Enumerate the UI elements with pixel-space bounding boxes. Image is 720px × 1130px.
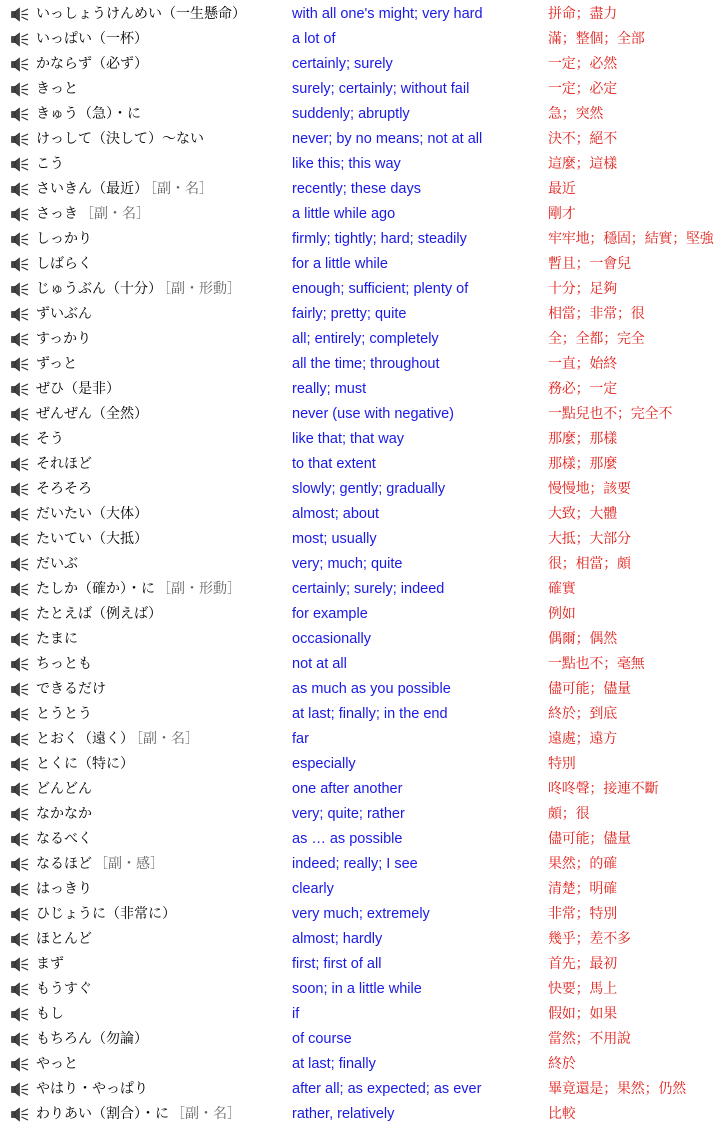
- part-of-speech-tag: ［副・名］: [136, 731, 199, 747]
- speaker-icon[interactable]: [11, 1107, 29, 1122]
- japanese-word: [36, 1102, 241, 1127]
- chinese-meaning: 很；相當；頗: [548, 556, 631, 572]
- vocab-row: [0, 852, 720, 877]
- chinese-meaning: 果然；的確: [548, 856, 617, 872]
- japanese-word: [36, 252, 92, 277]
- japanese-word-text: こう: [36, 156, 64, 172]
- chinese-meaning: 非常；特別: [548, 906, 617, 922]
- english-meaning: almost; about: [292, 506, 380, 522]
- japanese-word-text: なるべく: [36, 831, 92, 847]
- english-meaning: especially: [292, 756, 356, 772]
- speaker-icon[interactable]: [11, 132, 29, 147]
- speaker-icon[interactable]: [11, 807, 29, 822]
- japanese-word: [36, 102, 141, 127]
- speaker-icon[interactable]: [11, 682, 29, 697]
- english-meaning: almost; hardly: [292, 931, 383, 947]
- japanese-word-text: ちっとも: [36, 656, 92, 672]
- speaker-icon[interactable]: [11, 182, 29, 197]
- japanese-word: [36, 177, 213, 202]
- japanese-word-text: きっと: [36, 81, 78, 97]
- japanese-word: [36, 227, 92, 252]
- speaker-icon[interactable]: [11, 832, 29, 847]
- vocab-row: [0, 277, 720, 302]
- speaker-icon[interactable]: [11, 557, 29, 572]
- vocab-row: [0, 127, 720, 152]
- chinese-meaning: 一點兒也不；完全不: [548, 406, 673, 422]
- vocab-row: [0, 602, 720, 627]
- part-of-speech-tag: ［副・形動］: [157, 581, 241, 597]
- chinese-meaning: 十分；足夠: [548, 281, 617, 297]
- japanese-word: [36, 402, 148, 427]
- speaker-icon[interactable]: [11, 932, 29, 947]
- vocab-row: [0, 727, 720, 752]
- english-meaning: to that extent: [292, 456, 376, 472]
- chinese-meaning: 那樣；那麼: [548, 456, 617, 472]
- english-meaning: really; must: [292, 381, 367, 397]
- english-meaning: of course: [292, 1031, 352, 1047]
- part-of-speech-tag: ［副・名］: [171, 1106, 241, 1122]
- japanese-word: [36, 652, 92, 677]
- japanese-word-text: とうとう: [36, 706, 92, 722]
- speaker-icon[interactable]: [11, 107, 29, 122]
- japanese-word: [36, 502, 148, 527]
- speaker-icon[interactable]: [11, 232, 29, 247]
- japanese-word-text: いっぱい（一杯）: [36, 31, 148, 47]
- japanese-word: [36, 827, 92, 852]
- chinese-meaning: 務必；一定: [548, 381, 617, 397]
- vocab-row: [0, 327, 720, 352]
- vocab-row: [0, 52, 720, 77]
- english-meaning: for a little while: [292, 256, 388, 272]
- japanese-word: [36, 727, 199, 752]
- vocab-row: [0, 877, 720, 902]
- chinese-meaning: 大致；大體: [548, 506, 617, 522]
- japanese-word-text: わりあい（割合）・に: [36, 1106, 169, 1122]
- speaker-icon[interactable]: [11, 782, 29, 797]
- chinese-meaning: 暫且；一會兒: [548, 256, 631, 272]
- japanese-word: [36, 1052, 78, 1077]
- english-meaning: slowly; gently; gradually: [292, 481, 446, 497]
- japanese-word: [36, 627, 78, 652]
- chinese-meaning: 那麼；那樣: [548, 431, 617, 447]
- speaker-icon[interactable]: [11, 1082, 29, 1097]
- speaker-icon[interactable]: [11, 332, 29, 347]
- english-meaning: first; first of all: [292, 956, 382, 972]
- english-meaning: if: [292, 1006, 300, 1022]
- speaker-icon[interactable]: [11, 307, 29, 322]
- chinese-meaning: 幾乎；差不多: [548, 931, 631, 947]
- chinese-meaning: 滿；整個；全部: [548, 31, 645, 47]
- vocab-row: [0, 777, 720, 802]
- speaker-icon[interactable]: [11, 532, 29, 547]
- vocab-row: [0, 77, 720, 102]
- japanese-word-text: ぜんぜん（全然）: [36, 406, 148, 422]
- japanese-word-text: けっして（決して）～ない: [36, 131, 204, 147]
- english-meaning: all; entirely; completely: [292, 331, 439, 347]
- chinese-meaning: 決不；絕不: [548, 131, 617, 147]
- speaker-icon[interactable]: [11, 1057, 29, 1072]
- vocab-row: [0, 27, 720, 52]
- vocab-row: [0, 402, 720, 427]
- english-meaning: with all one's might; very hard: [292, 6, 483, 22]
- speaker-icon[interactable]: [11, 1007, 29, 1022]
- chinese-meaning: 快要；馬上: [548, 981, 617, 997]
- japanese-word: [36, 352, 77, 377]
- speaker-icon[interactable]: [11, 357, 29, 372]
- english-meaning: all the time; throughout: [292, 356, 440, 372]
- vocab-row: [0, 1052, 720, 1077]
- english-meaning: far: [292, 731, 309, 747]
- chinese-meaning: 儘可能；儘量: [548, 831, 631, 847]
- english-meaning: most; usually: [292, 531, 377, 547]
- japanese-word-text: いっしょうけんめい（一生懸命）: [36, 6, 246, 22]
- chinese-meaning: 特別: [548, 756, 576, 772]
- vocab-row: [0, 552, 720, 577]
- chinese-meaning: 拼命；盡力: [548, 6, 617, 22]
- chinese-meaning: 當然；不用說: [548, 1031, 631, 1047]
- vocab-row: [0, 2, 720, 27]
- english-meaning: at last; finally: [292, 1056, 376, 1072]
- japanese-word-text: まず: [36, 956, 64, 972]
- vocab-row: [0, 252, 720, 277]
- part-of-speech-tag: ［副・名］: [150, 181, 213, 197]
- japanese-word: [36, 702, 92, 727]
- japanese-word: [36, 777, 92, 802]
- japanese-word-text: かならず（必ず）: [36, 56, 148, 72]
- japanese-word-text: ずっと: [36, 356, 78, 372]
- english-meaning: firmly; tightly; hard; steadily: [292, 231, 467, 247]
- chinese-meaning: 咚咚聲；接連不斷: [548, 781, 659, 797]
- chinese-meaning: 頗；很: [548, 806, 590, 822]
- japanese-word-text: とくに（特に）: [36, 756, 134, 772]
- japanese-word-text: そろそろ: [36, 481, 92, 497]
- japanese-word-text: ぜひ（是非）: [36, 381, 120, 397]
- japanese-word-text: きゅう（急）・に: [36, 106, 141, 122]
- part-of-speech-tag: ［副・名］: [80, 206, 150, 222]
- chinese-meaning: 儘可能；儘量: [548, 681, 631, 697]
- speaker-icon[interactable]: [11, 7, 29, 22]
- chinese-meaning: 相當；非常；很: [548, 306, 645, 322]
- vocab-row: [0, 527, 720, 552]
- japanese-word: [36, 977, 92, 1002]
- japanese-word: [36, 752, 134, 777]
- japanese-word-text: なかなか: [36, 806, 92, 822]
- english-meaning: a little while ago: [292, 206, 396, 222]
- japanese-word-text: もうすぐ: [36, 981, 92, 997]
- vocab-row: [0, 977, 720, 1002]
- speaker-icon[interactable]: [11, 982, 29, 997]
- japanese-word-text: ずいぶん: [36, 306, 92, 322]
- japanese-word: [36, 427, 64, 452]
- chinese-meaning: 終於: [548, 1056, 576, 1072]
- japanese-word-text: しっかり: [36, 231, 92, 247]
- japanese-word: [36, 1002, 64, 1027]
- speaker-icon[interactable]: [11, 632, 29, 647]
- japanese-word-text: それほど: [36, 456, 92, 472]
- japanese-word: [36, 852, 164, 877]
- speaker-icon[interactable]: [11, 82, 29, 97]
- japanese-word-text: じゅうぶん（十分）: [36, 281, 162, 297]
- speaker-icon[interactable]: [11, 957, 29, 972]
- japanese-word: [36, 602, 162, 627]
- chinese-meaning: 急；突然: [548, 106, 604, 122]
- vocab-row: [0, 452, 720, 477]
- japanese-word-text: はっきり: [36, 881, 92, 897]
- chinese-meaning: 清楚；明確: [548, 881, 617, 897]
- vocab-row: [0, 802, 720, 827]
- chinese-meaning: 遠處；遠方: [548, 731, 617, 747]
- japanese-word: [36, 877, 92, 902]
- japanese-word-text: しばらく: [36, 256, 92, 272]
- english-meaning: surely; certainly; without fail: [292, 81, 470, 97]
- chinese-meaning: 假如；如果: [548, 1006, 617, 1022]
- japanese-word-text: すっかり: [36, 331, 92, 347]
- chinese-meaning: 全；全都；完全: [548, 331, 645, 347]
- japanese-word-text: どんどん: [36, 781, 92, 797]
- part-of-speech-tag: ［副・形動］: [164, 281, 241, 297]
- japanese-word: [36, 477, 92, 502]
- chinese-meaning: 一定；必然: [548, 56, 617, 72]
- vocab-row: [0, 427, 720, 452]
- chinese-meaning: 一點也不；毫無: [548, 656, 645, 672]
- japanese-word-text: だいたい（大体）: [36, 506, 148, 522]
- vocab-row: [0, 1027, 720, 1052]
- english-meaning: very; much; quite: [292, 556, 403, 572]
- speaker-icon[interactable]: [11, 382, 29, 397]
- japanese-word: [36, 802, 92, 827]
- speaker-icon[interactable]: [11, 707, 29, 722]
- english-meaning: not at all: [292, 656, 347, 672]
- japanese-word-text: そう: [36, 431, 64, 447]
- vocab-row: [0, 477, 720, 502]
- japanese-word-text: もちろん（勿論）: [36, 1031, 148, 1047]
- vocab-row: [0, 702, 720, 727]
- english-meaning: very much; extremely: [292, 906, 430, 922]
- english-meaning: like this; this way: [292, 156, 401, 172]
- chinese-meaning: 例如: [548, 606, 576, 622]
- vocab-row: [0, 1002, 720, 1027]
- japanese-word: [36, 1077, 148, 1102]
- vocab-row: [0, 1102, 720, 1127]
- speaker-icon[interactable]: [11, 157, 29, 172]
- english-meaning: fairly; pretty; quite: [292, 306, 407, 322]
- japanese-word-text: さいきん（最近）: [36, 181, 148, 197]
- vocab-row: [0, 227, 720, 252]
- vocab-row: [0, 202, 720, 227]
- japanese-word: [36, 202, 150, 227]
- speaker-icon[interactable]: [11, 657, 29, 672]
- japanese-word: [36, 552, 78, 577]
- vocab-row: [0, 752, 720, 777]
- japanese-word-text: たまに: [36, 631, 78, 647]
- vocab-row: [0, 952, 720, 977]
- japanese-word-text: たとえば（例えば）: [36, 606, 162, 622]
- chinese-meaning: 牢牢地；穩固；結實；堅強: [548, 231, 714, 247]
- english-meaning: rather, relatively: [292, 1106, 395, 1122]
- japanese-word-text: なるほど: [36, 856, 92, 872]
- speaker-icon[interactable]: [11, 32, 29, 47]
- vocab-row: [0, 902, 720, 927]
- chinese-meaning: 偶爾；偶然: [548, 631, 617, 647]
- english-meaning: a lot of: [292, 31, 336, 47]
- english-meaning: clearly: [292, 881, 334, 897]
- english-meaning: like that; that way: [292, 431, 405, 447]
- japanese-word-text: たしか（確か）・に: [36, 581, 155, 597]
- speaker-icon[interactable]: [11, 1032, 29, 1047]
- japanese-word: [36, 77, 78, 102]
- japanese-word: [36, 27, 148, 52]
- japanese-word: [36, 677, 106, 702]
- vocab-row: [0, 152, 720, 177]
- japanese-word-text: できるだけ: [36, 681, 106, 697]
- speaker-icon[interactable]: [11, 857, 29, 872]
- japanese-word: [36, 52, 148, 77]
- vocab-row: [0, 927, 720, 952]
- japanese-word: [36, 2, 246, 27]
- chinese-meaning: 畢竟還是；果然；仍然: [548, 1081, 686, 1097]
- japanese-word-text: ひじょうに（非常に）: [36, 906, 176, 922]
- japanese-word: [36, 327, 91, 352]
- english-meaning: never; by no means; not at all: [292, 131, 483, 147]
- english-meaning: as … as possible: [292, 831, 403, 847]
- chinese-meaning: 一定；必定: [548, 81, 617, 97]
- japanese-word: [36, 277, 241, 302]
- chinese-meaning: 剛才: [548, 206, 576, 222]
- english-meaning: as much as you possible: [292, 681, 451, 697]
- speaker-icon[interactable]: [11, 907, 29, 922]
- japanese-word-text: さっき: [36, 206, 78, 222]
- vocab-row: [0, 502, 720, 527]
- japanese-word-text: もし: [36, 1006, 64, 1022]
- vocab-row: [0, 102, 720, 127]
- vocab-row: [0, 677, 720, 702]
- english-meaning: at last; finally; in the end: [292, 706, 448, 722]
- vocab-row: [0, 352, 720, 377]
- speaker-icon[interactable]: [11, 457, 29, 472]
- english-meaning: suddenly; abruptly: [292, 106, 410, 122]
- japanese-word-text: たいてい（大抵）: [36, 531, 148, 547]
- japanese-word: [36, 452, 92, 477]
- speaker-icon[interactable]: [11, 757, 29, 772]
- english-meaning: never (use with negative): [292, 406, 454, 422]
- vocab-row: [0, 1077, 720, 1102]
- english-meaning: one after another: [292, 781, 403, 797]
- part-of-speech-tag: ［副・感］: [94, 856, 164, 872]
- speaker-icon[interactable]: [11, 582, 29, 597]
- vocab-row: [0, 302, 720, 327]
- speaker-icon[interactable]: [11, 57, 29, 72]
- japanese-word: [36, 952, 64, 977]
- english-meaning: very; quite; rather: [292, 806, 405, 822]
- speaker-icon[interactable]: [11, 607, 29, 622]
- japanese-word: [36, 1027, 148, 1052]
- speaker-icon[interactable]: [11, 407, 29, 422]
- chinese-meaning: 確實: [548, 581, 576, 597]
- chinese-meaning: 慢慢地；該要: [548, 481, 631, 497]
- english-meaning: indeed; really; I see: [292, 856, 418, 872]
- english-meaning: certainly; surely: [292, 56, 393, 72]
- vocab-row: [0, 652, 720, 677]
- chinese-meaning: 這麼；這樣: [548, 156, 617, 172]
- vocab-row: [0, 627, 720, 652]
- japanese-word: [36, 927, 92, 952]
- vocab-row: [0, 827, 720, 852]
- japanese-word: [36, 577, 241, 602]
- japanese-word: [36, 377, 120, 402]
- speaker-icon[interactable]: [11, 482, 29, 497]
- speaker-icon[interactable]: [11, 282, 29, 297]
- chinese-meaning: 終於；到底: [548, 706, 617, 722]
- chinese-meaning: 一直；始終: [548, 356, 617, 372]
- english-meaning: certainly; surely; indeed: [292, 581, 445, 597]
- japanese-word-text: ほとんど: [36, 931, 92, 947]
- english-meaning: soon; in a little while: [292, 981, 422, 997]
- vocab-row: [0, 577, 720, 602]
- japanese-word-text: だいぶ: [36, 556, 78, 572]
- japanese-word: [36, 527, 148, 552]
- english-meaning: after all; as expected; as ever: [292, 1081, 482, 1097]
- chinese-meaning: 最近: [548, 181, 576, 197]
- japanese-word-text: やはり・やっぱり: [36, 1081, 148, 1097]
- speaker-icon[interactable]: [11, 257, 29, 272]
- english-meaning: recently; these days: [292, 181, 421, 197]
- speaker-icon[interactable]: [11, 207, 29, 222]
- english-meaning: occasionally: [292, 631, 371, 647]
- japanese-word: [36, 902, 176, 927]
- japanese-word-text: やっと: [36, 1056, 78, 1072]
- japanese-word: [36, 152, 64, 177]
- speaker-icon[interactable]: [11, 882, 29, 897]
- chinese-meaning: 首先；最初: [548, 956, 617, 972]
- japanese-word: [36, 127, 204, 152]
- japanese-word: [36, 302, 92, 327]
- vocab-row: [0, 377, 720, 402]
- chinese-meaning: 大抵；大部分: [548, 531, 631, 547]
- english-meaning: for example: [292, 606, 368, 622]
- vocab-row: [0, 177, 720, 202]
- speaker-icon[interactable]: [11, 432, 29, 447]
- chinese-meaning: 比較: [548, 1106, 576, 1122]
- english-meaning: enough; sufficient; plenty of: [292, 281, 469, 297]
- speaker-icon[interactable]: [11, 507, 29, 522]
- japanese-word-text: とおく（遠く）: [36, 731, 134, 747]
- speaker-icon[interactable]: [11, 732, 29, 747]
